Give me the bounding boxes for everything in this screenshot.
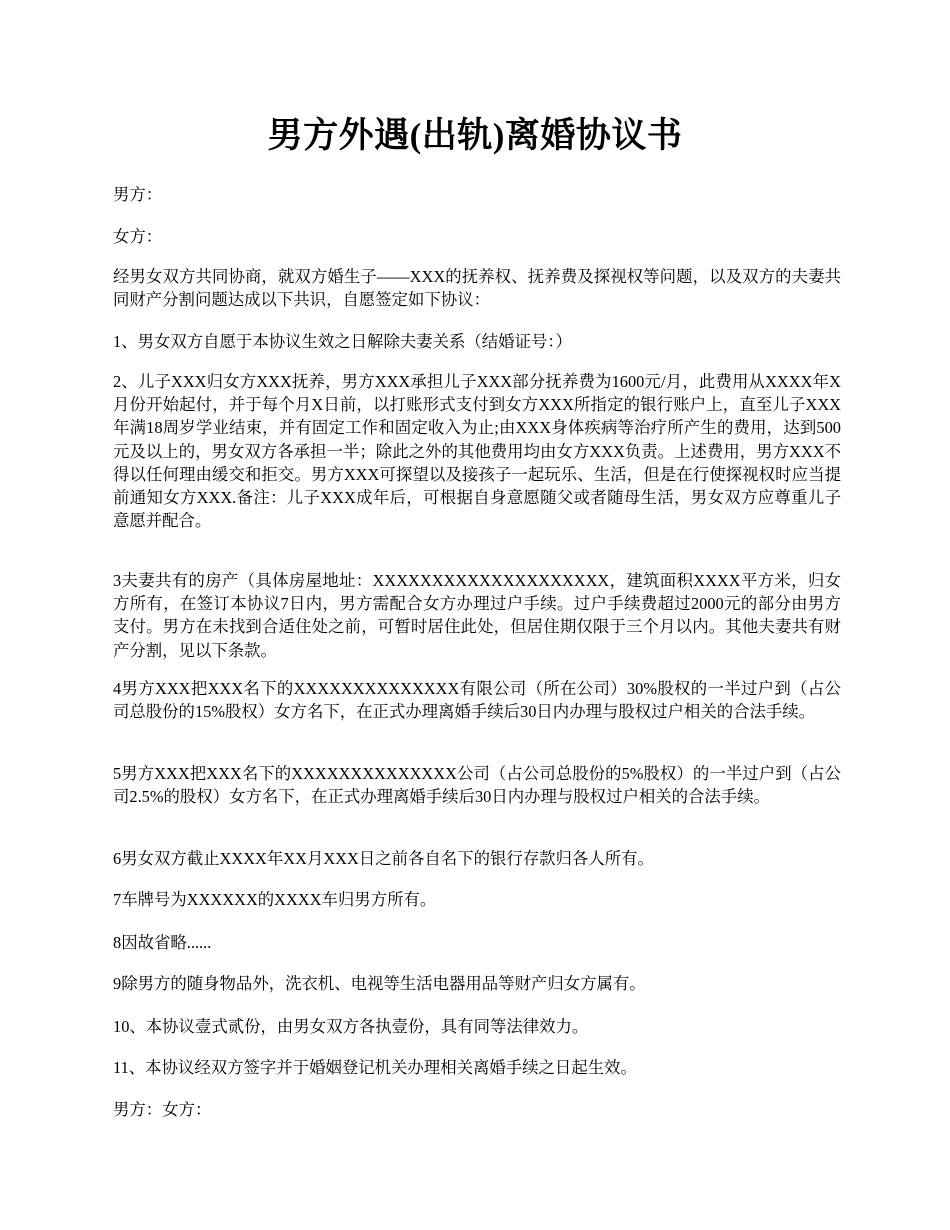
clause-3: 3夫妻共有的房产（具体房屋地址：XXXXXXXXXXXXXXXXXXXX，建筑面积XXXX平方米，归女方所有，在签订本协议7日内，男方需配合女方办理过户手续。过户手续费超过2000元的部分由男方支付。男方在未找到合适住处之前，可暂时居住此处，但居住期仅限于三个月以内。其他夫妻共有财产分割，见以下条款。: [113, 571, 841, 660]
preamble-paragraph: 经男女双方共同协商，就双方婚生子——XXX的抚养权、抚养费及探视权等问题，以及双方的夫妻共同财产分割问题达成以下共识，自愿签定如下协议：: [113, 267, 841, 310]
document-title: 男方外遇(出轨)离婚协议书: [267, 116, 683, 155]
clause-2: 2、儿子XXX归女方XXX抚养，男方XXX承担儿子XXX部分抚养费为1600元/月，此费用从XXXX年X月份开始起付，并于每个月X日前，以打账形式支付到女方XXX所指定的银行账户上，直至儿子XXX年满18周岁学业结束，并有固定工作和固定收入为止;由XXX身体疾病等治疗所产生的费用，达到500元及以上的，男女双方各承担一半；除此之外的其他费用均由女方XXX负责。上述费用，男方XXX不得以任何理由缓交和拒交。男方XXX可探望以及接孩子一起玩乐、生活，但是在行使探视权时应当提前通知女方XXX.备注：儿子XXX成年后，可根据自身意愿随父或者随母生活，男女双方应尊重儿子意愿并配合。: [113, 372, 841, 531]
clause-6: 6男女双方截止XXXX年XX月XXX日之前各自名下的银行存款归各人所有。: [113, 849, 654, 868]
clause-5: 5男方XXX把XXX名下的XXXXXXXXXXXXXX公司（占公司总股份的5%股权）的一半过户到（占公司2.5%的股权）女方名下，在正式办理离婚手续后30日内办理与股权过户相关的合法手续。: [113, 764, 841, 807]
clause-7: 7车牌号为XXXXXX的XXXX车归男方所有。: [113, 890, 437, 909]
clause-11: 11、本协议经双方签字并于婚姻登记机关办理相关离婚手续之日起生效。: [113, 1058, 637, 1077]
signature-line: 男方：女方：: [113, 1100, 212, 1119]
clause-9: 9除男方的随身物品外，洗衣机、电视等生活电器用品等财产归女方属有。: [113, 974, 646, 993]
clause-4: 4男方XXX把XXX名下的XXXXXXXXXXXXXX有限公司（所在公司）30%股权的一半过户到（占公司总股份的15%股权）女方名下，在正式办理离婚手续后30日内办理与股权过户相关的合法手续。: [113, 679, 841, 722]
party-female-line: 女方：: [113, 227, 163, 246]
clause-8: 8因故省略......: [113, 933, 212, 952]
clause-10: 10、本协议壹式贰份，由男女双方各执壹份，具有同等法律效力。: [113, 1017, 589, 1036]
clause-1: 1、男女双方自愿于本协议生效之日解除夫妻关系（结婚证号：）: [113, 332, 572, 351]
party-male-line: 男方：: [113, 185, 163, 204]
